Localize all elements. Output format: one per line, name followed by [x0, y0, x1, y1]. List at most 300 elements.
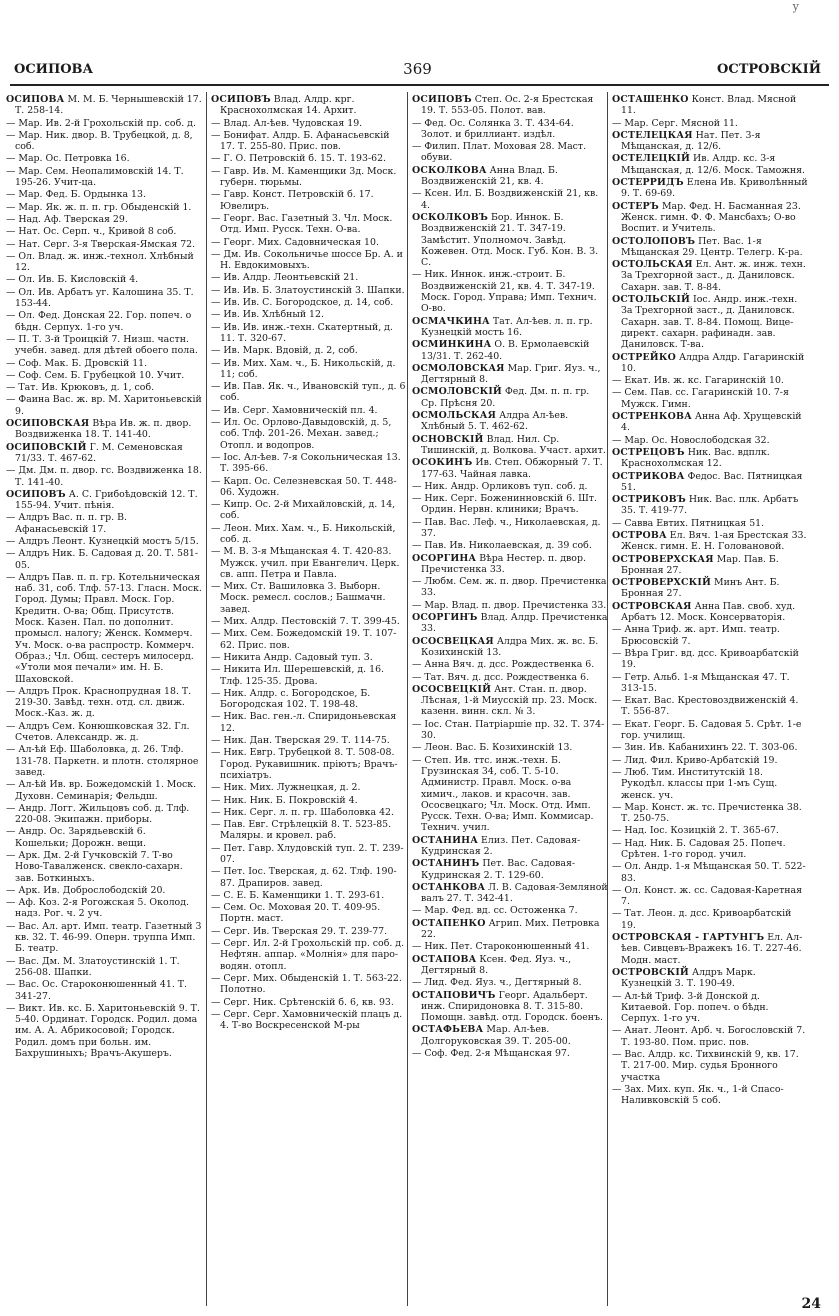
entry-surname: ОСТЕРРИДЪ [612, 177, 684, 189]
directory-entry [612, 991, 808, 1025]
entry-surname: ОСМОЛОВСКІЙ [412, 386, 502, 398]
directory-entry [6, 274, 202, 285]
directory-entry [612, 494, 808, 517]
directory-entry [612, 375, 808, 386]
directory-entry [211, 664, 407, 687]
entry-text: Алдръ Вас. п. п. гр. В. Афанасьевскій 17. [15, 512, 127, 535]
entry-text: Гавр. Ив. М. Каменщики 3д. Моск. губерн. тюрьмы. [220, 165, 397, 189]
header-right-word: ОСТРОВСКІЙ [717, 62, 821, 77]
entry-text: Вѣра Григ. вд. дсс. Кривоарбатскій 19. [621, 647, 799, 671]
entry-text: Пет. Вас. 1-я Мѣщанская 29. Центр. Телегр. К-ра. [621, 235, 803, 258]
entry-text: Влад. Нил. Ср. Тишинскій, д. Волкова. Участ. архит. [421, 433, 606, 456]
entry-text: Ив. Ив. инж.-техн. Скатертный, д. 11. Т. 320-67. [220, 321, 393, 344]
entry-text: Дм. Дм. п. двор. гс. Воздвиженка 18. Т. 141-40. [15, 465, 202, 488]
entry-text: Георг. Вас. Газетный 3. Чл. Моск. Отд. Имп. Русск. Техн. О-ва. [220, 212, 393, 236]
entry-text: Ив. Ив. Хлѣбный 12. [223, 309, 324, 321]
entry-text: Екат. Вас. Крестовоздвиженскій 4. Т. 556-87. [621, 695, 799, 718]
directory-entry [412, 94, 608, 117]
entry-surname: ОСТАПОВИЧЪ [412, 989, 496, 1001]
directory-entry [412, 118, 608, 141]
entry-text: Ол. Андр. 1-я Мѣщанская 50. Т. 522-83. [621, 861, 806, 884]
directory-entry [211, 476, 407, 499]
directory-entry [6, 536, 202, 547]
entry-text: Минъ Ант. Б. Бронная 27. [621, 577, 780, 600]
directory-entry [412, 882, 608, 905]
entry-surname: ОСТРЕНКОВА [612, 411, 692, 423]
entry-text: Пав. Евг. Стрѣлецкій 8. Т. 523-85. Маляры. и кровел. раб. [220, 819, 392, 842]
directory-entry [412, 977, 608, 988]
directory-entry [211, 843, 407, 866]
directory-entry [6, 418, 202, 441]
directory-entry [412, 188, 608, 211]
entry-surname: ОСОРГИНЪ [412, 612, 478, 624]
entry-text: Соф. Сем. Б. Грубецкой 10. Учит. [18, 369, 185, 381]
entry-text: Вѣра Ив. ж. п. двор. Воздвиженка 18. Т. 141-40. [15, 418, 192, 441]
entry-text: М. В. 3-я Мѣщанская 4. Т. 420-83. Мужск. учил. при Евангелич. Церк. св. апп. Петра и Павла. [220, 546, 400, 580]
directory-entry [211, 130, 407, 153]
entry-text: Ник. Серг. л. п. гр. Шаболовка 42. [223, 806, 394, 818]
entry-text: Іос. Ал-ѣев. 7-я Сокольническая 13. Т. 395-66. [220, 451, 401, 475]
directory-entry [412, 941, 608, 952]
entry-text: Тат. Леон. д. дсс. Кривоарбатскій 19. [621, 908, 792, 931]
directory-column-2 [211, 94, 407, 1302]
entry-surname: ОСОКИНЪ [412, 457, 473, 469]
entry-text: Вѣра Нестер. п. двор. Пречистенка 33. [421, 552, 586, 575]
entry-text: Алдра Ал-ѣев. Хлѣбный 5. Т. 462-62. [421, 410, 569, 433]
entry-text: Алдра Мих. ж. вс. Б. Козихинскій 13. [421, 635, 599, 658]
entry-surname: ОСМОЛОВСКАЯ [412, 362, 505, 374]
entry-text: Ник. Дан. Тверская 29. Т. 114-75. [223, 735, 390, 747]
entry-text: Ал-ѣй Триф. 3-й Донской д. Китаевой. Гор. попеч. о бѣдн. Серпух. 1-го уч. [621, 990, 769, 1025]
directory-entry [211, 499, 407, 522]
entry-text: Лид. Фил. Криво-Арбатскій 19. [624, 754, 778, 766]
directory-entry [211, 523, 407, 546]
entry-text: Мар. Григ. Яуз. ч., Дегтярный 8. [421, 362, 601, 386]
directory-entry [211, 166, 407, 189]
directory-entry [412, 990, 608, 1024]
directory-entry [211, 452, 407, 475]
directory-entry [612, 624, 808, 647]
directory-entry [6, 334, 202, 357]
directory-entry [412, 553, 608, 576]
entry-surname: ОСТРИКОВЪ [612, 494, 686, 506]
directory-entry [612, 695, 808, 718]
directory-entry [612, 130, 808, 153]
directory-entry [412, 212, 608, 268]
entry-text: Андр. Логг. Жильцовъ соб. д. Тлф. 220-08. Экипажн. приборы. [15, 802, 190, 826]
entry-surname: ОСТРОВСКАЯ [612, 600, 692, 612]
directory-entry [612, 672, 808, 695]
directory-entry [6, 239, 202, 250]
directory-column-4 [612, 94, 808, 1302]
directory-entry [6, 358, 202, 369]
directory-entry [211, 711, 407, 734]
directory-entry [211, 417, 407, 451]
entry-text: Конст. Влад. Мясной 11. [621, 94, 797, 117]
directory-entry [612, 447, 808, 470]
directory-entry [612, 518, 808, 529]
entry-text: Тат. Вяч. д. дсс. Рождественка 6. [424, 671, 590, 683]
directory-entry [6, 489, 202, 512]
entry-text: Мар. Влад. п. двор. Пречистенка 33. [424, 599, 607, 611]
directory-entry [6, 686, 202, 720]
entry-surname: ОСИПОВСКАЯ [6, 418, 90, 430]
entry-text: Ол. Конст. ж. сс. Садовая-Каретная 7. [621, 884, 803, 908]
directory-entry [211, 890, 407, 901]
entry-text: Леон. Мих. Хам. ч., Б. Никольскій, соб. д. [220, 522, 396, 545]
entry-text: М. М. Б. Чернышевскій 17. Т. 258-14. [15, 94, 202, 117]
entry-text: Бор. Иннок. Б. Воздвиженскій 21. Т. 347-19. Замѣстит. Уполномоч. Завѣд. Кожевен. Отд. Моск. Губ. Кон. В. З. С. [421, 211, 599, 269]
entry-text: Ник. Евгр. Трубецкой 8. Т. 508-08. Город. Рукавишник. пріютъ; Врачъ-психіатръ. [220, 747, 398, 781]
entry-surname: ОСНОВСКІЙ [412, 433, 484, 445]
entry-text: Агрип. Мих. Петровка 22. [421, 917, 600, 941]
directory-entry [6, 885, 202, 896]
entry-text: Ксен. Фед. Яуз. ч., Дегтярный 8. [421, 953, 572, 976]
directory-entry [412, 576, 608, 599]
entry-surname: ОСТЕЛЕЦКІЙ [612, 153, 691, 165]
entry-text: Гетр. Альб. 1-я Мѣщанская 47. Т. 313-15. [621, 671, 790, 694]
directory-entry [211, 546, 407, 580]
directory-entry [211, 309, 407, 320]
entry-text: Ксен. Ил. Б. Воздвиженскій 21, кв. 4. [421, 188, 599, 211]
entry-text: Мар. Як. ж. п. п. гр. Обыденскій 1. [18, 201, 192, 213]
directory-entry [612, 767, 808, 801]
entry-surname: ОСИПОВА [6, 94, 65, 105]
directory-entry [6, 166, 202, 189]
entry-text: Мар. Фед. вд. сс. Остоженка 7. [424, 905, 578, 917]
directory-entry [6, 979, 202, 1002]
directory-entry [6, 465, 202, 488]
entry-text: Ив. Ив. С. Богородское, д. 14, соб. [223, 297, 394, 309]
directory-entry [211, 997, 407, 1008]
entry-surname: ОСТРОВСКІЙ [612, 966, 689, 978]
directory-entry [211, 926, 407, 937]
entry-surname: ОСТОЛОПОВЪ [612, 235, 696, 247]
directory-entry [6, 721, 202, 744]
directory-entry [211, 285, 407, 296]
entry-text: Анна Влад. Б. Воздвиженскій 21, кв. 4. [421, 164, 558, 188]
directory-entry [6, 370, 202, 381]
entry-text: Ал-ѣй Еф. Шаболовка, д. 26. Тлф. 131-78. Паркетн. и плотн. столярное завед. [15, 744, 199, 778]
entry-text: Леон. Вас. Б. Козихинскій 13. [424, 742, 573, 754]
directory-entry [6, 153, 202, 164]
entry-text: Пет. Вас. Садовая-Кудринская 2. Т. 129-60. [421, 858, 576, 881]
directory-entry [211, 153, 407, 164]
entry-text: Ник. Ник. Б. Покровскій 4. [223, 794, 358, 806]
directory-entry [6, 130, 202, 153]
entry-text: Мар. Сем. Неопалимовскій 14. Т. 195-26. Учит-ца. [15, 165, 184, 189]
directory-entry [211, 866, 407, 889]
entry-text: Ив. Серг. Хамовническій пл. 4. [223, 404, 378, 416]
entry-text: Мар. Ос. Петровка 16. [18, 153, 130, 165]
directory-entry [211, 118, 407, 129]
entry-text: Ник. Серг. Боженинновскій 6. Шт. Ордин. Нервн. клиники; Врачъ. [421, 493, 597, 516]
entry-surname: ОСОСВЕЦКІЙ [412, 683, 492, 695]
entry-text: Георг. Адальберт. инж. Спиридоновка 8. Т. 315-80. Помощн. завѣд. отд. Городск. боенъ. [421, 989, 603, 1024]
entry-text: Ник. Пет. Староконюшенный 41. [424, 941, 590, 953]
entry-text: Мар. Фед. Б. Ордынка 13. [18, 189, 146, 201]
entry-text: Влад. Ал-ѣев. Чудовская 19. [223, 117, 363, 129]
directory-entry [412, 659, 608, 670]
entry-text: Анна Пав. своб. худ. Арбатъ 12. Моск. Консерваторія. [621, 600, 796, 624]
entry-surname: ОСТРЕЦОВЪ [612, 446, 685, 458]
entry-text: Вас. Ал. арт. Имп. театр. Газетный 3 кв. 32. Т. 46-99. Оперн. труппа Имп. Б. театр. [15, 920, 202, 955]
entry-text: Андр. Ос. Зарядьевскій 6. Кошельки; Дорожн. вещи. [15, 826, 146, 849]
entry-text: Фед. Дм. п. п. гр. Ср. Прѣсня 20. [421, 386, 590, 409]
entry-text: Карп. Ос. Селезневская 50. Т. 448-06. Художн. [220, 475, 397, 498]
entry-text: Ал-ѣй Ив. вр. Божедомскій 1. Моск. Духовн. Семинарія; Фельдш. [15, 779, 197, 802]
entry-text: Ел. Ал-ѣев. Сивцевъ-Вражекъ 16. Т. 227-46. Модн. маст. [621, 932, 803, 966]
entry-text: Мар. Ос. Новослободская 32. [624, 434, 770, 446]
directory-entry [612, 825, 808, 836]
directory-entry [211, 189, 407, 212]
entry-surname: ОСТОЛЬСКАЯ [612, 259, 693, 271]
entry-text: Тат. Ив. Крюковъ, д. 1, соб. [18, 382, 155, 394]
entry-text: Фаина Вас. ж. вр. М. Харитоньевскій 9. [15, 394, 202, 417]
entry-text: Мар. Ал-ѣев. Долгоруковская 39. Т. 205-00. [421, 1024, 571, 1047]
entry-text: Ник. Вас. вдплк. Краснохолмская 12. [621, 446, 770, 470]
entry-surname: ОСОСВЕЦКАЯ [412, 635, 494, 647]
directory-entry [612, 755, 808, 766]
directory-entry [412, 918, 608, 941]
directory-entry [612, 601, 808, 624]
directory-entry [412, 363, 608, 386]
entry-text: Тат. Ал-ѣев. л. п. гр. Кузнецкій мостъ 16. [421, 315, 593, 338]
directory-entry [211, 297, 407, 308]
entry-text: Ол. Влад. ж. инж.-технол. Хлѣбный 12. [15, 250, 194, 274]
directory-entry [612, 885, 808, 908]
directory-entry [6, 956, 202, 979]
entry-text: Серг. Ив. Тверская 29. Т. 239-77. [223, 925, 388, 937]
entry-surname: ОСТРОВСКАЯ - ГАРТУНГЪ [612, 932, 765, 944]
directory-entry [412, 410, 608, 433]
directory-entry [412, 719, 608, 742]
entry-text: Елена Ив. Криволѣнный 9. Т. 69-69. [621, 177, 808, 200]
entry-text: Влад. Алдр. Пречистенка 33. [421, 612, 608, 635]
entry-text: Кипр. Ос. 2-й Михайловскій, д. 14, соб. [220, 499, 396, 522]
entry-text: Дм. Ив. Сокольничье шоссе Бр. А. и Н. Евдокимовыхъ. [220, 248, 403, 272]
directory-entry [211, 628, 407, 651]
directory-entry [6, 921, 202, 955]
directory-entry [211, 652, 407, 663]
entry-text: Елиз. Пет. Садовая-Кудринская 2. [421, 834, 581, 857]
directory-entry [6, 803, 202, 826]
directory-entry [412, 1024, 608, 1047]
directory-entry [6, 310, 202, 333]
entry-text: Зах. Мих. куп. Як. ч., 1-й Спасо-Наливковскій 5 соб. [621, 1083, 784, 1107]
directory-entry [412, 493, 608, 516]
entry-surname: ОСИПОВЪ [211, 94, 271, 105]
footer-signature-number: 24 [801, 1296, 821, 1312]
entry-text: Вас. Алдр. кс. Тихвинскій 9, кв. 17. Т. 217-00. Мир. судья Бронного участка [621, 1049, 799, 1083]
entry-text: Іос. Андр. инж.-техн. За Трехгорной заст., д. Даниловск. Сахарн. зав. Т. 8-84. Помощ. Вице-директ. сахарн. рафинадн. зав. Даниловск. Т-ва. [621, 294, 798, 351]
entry-text: Арк. Дм. 2-й Гучковскій 7. Т-во Ново-Тавалженск. свекло-сахарн. зав. Боткиныхъ. [15, 850, 183, 884]
page-number: 369 [403, 60, 432, 78]
entry-text: Соф. Мак. Б. Дровскій 11. [18, 357, 148, 369]
entry-text: Зин. Ив. Кабанихинъ 22. Т. 303-06. [624, 742, 798, 754]
directory-entry [612, 177, 808, 200]
entry-text: Федос. Вас. Пятницкая 51. [621, 470, 803, 493]
directory-entry [211, 581, 407, 615]
entry-surname: ОСТАФЬЕВА [412, 1024, 484, 1036]
directory-entry [612, 554, 808, 577]
entry-text: Серг. Мих. Обыденскій 1. Т. 563-22. Полотно. [220, 972, 402, 996]
entry-text: Алдръ Леонт. Кузнецкій мостъ 5/15. [18, 535, 199, 547]
directory-entry [211, 795, 407, 806]
directory-entry [412, 858, 608, 881]
entry-text: Серг. Ник. Срѣтенскій б. 6, кв. 93. [223, 996, 394, 1008]
directory-entry [6, 214, 202, 225]
directory-entry [6, 287, 202, 310]
directory-entry [6, 826, 202, 849]
entry-text: Над. Іос. Козицкій 2. Т. 365-67. [624, 825, 779, 837]
entry-text: О. В. Ермолаевскій 13/31. Т. 262-40. [421, 339, 590, 362]
entry-text: Мих. Ст. Вашиловка 3. Выборн. Моск. ремесл. сослов.; Башмачн. завед. [220, 581, 386, 615]
directory-entry [412, 386, 608, 409]
directory-entry [412, 612, 608, 635]
entry-surname: ОСТАПОВА [412, 953, 477, 965]
entry-text: Анна Триф. ж. арт. Имп. театр. Брюсовскій 7. [621, 624, 780, 647]
entry-text: Алдръ Марк. Кузнецкій 3. Т. 190-49. [621, 966, 756, 990]
directory-entry [612, 387, 808, 410]
entry-text: Лид. Фед. Яуз. ч., Дегтярный 8. [424, 977, 582, 989]
top-mark: у [792, 0, 799, 13]
directory-entry [412, 457, 608, 480]
entry-text: Мар. Ник. двор. В. Трубецкой, д. 8, соб. [15, 129, 193, 153]
entry-text: Вас. Дм. М. Златоустинскій 1. Т. 256-08. Шапки. [15, 955, 180, 978]
directory-entry [612, 153, 808, 176]
entry-surname: ОСТОЛЬСКІЙ [612, 294, 691, 306]
directory-entry [612, 719, 808, 742]
entry-text: Арк. Ив. Доброслободскій 20. [18, 884, 166, 896]
directory-entry [612, 471, 808, 494]
entry-text: Серг. Ил. 2-й Грохольскій пр. соб. д. Нефтян. аппар. «Молнія» для паро-водян. отопл. [220, 938, 405, 972]
directory-entry [211, 94, 407, 117]
entry-surname: ОСТРОВЕРХСКАЯ [612, 553, 714, 565]
entry-text: Мар. Пав. Б. Бронная 27. [621, 553, 779, 576]
directory-entry [211, 616, 407, 627]
entry-text: Пав. Вас. Леф. ч., Николаевская, д. 37. [421, 516, 601, 539]
entry-text: Ив. Алдр. Леонтьевскій 21. [223, 272, 359, 284]
directory-entry [412, 835, 608, 858]
directory-entry [412, 434, 608, 457]
entry-text: Мар. Фед. Н. Басманная 23. Женск. гимн. Ф. Ф. Мансбахъ; О-во Воспит. и Учитель. [621, 200, 801, 235]
entry-text: Степ. Ос. 2-я Брестская 19. Т. 553-05. Полот. вав. [421, 94, 594, 117]
directory-entry [211, 381, 407, 404]
directory-column-1 [6, 94, 202, 1302]
entry-surname: ОСТРОВЕРХСКІЙ [612, 577, 712, 589]
entry-text: Ник. Иннок. инж.-строит. Б. Воздвиженскій 21, кв. 4. Т. 347-19. Моск. Город. Управа; Имп. Технич. О-во. [421, 269, 597, 315]
directory-entry [412, 742, 608, 753]
entry-text: Над. Аф. Тверская 29. [18, 213, 128, 225]
entry-surname: ОСТРЕЙКО [612, 351, 676, 363]
directory-entry [211, 747, 407, 781]
entry-text: Анна Аф. Хрущевскій 4. [621, 411, 802, 434]
entry-surname: ОСТРОВА [612, 529, 667, 541]
entry-text: Ив. Пав. Як. ч., Ивановскій туп., д. 6 соб. [220, 381, 406, 404]
entry-text: Г. О. Петровскій б. 15. Т. 193-62. [223, 153, 387, 165]
entry-text: Мар. Серг. Мясной 11. [624, 117, 738, 129]
entry-surname: ОСТАНКОВА [412, 881, 486, 893]
directory-entry [412, 517, 608, 540]
entry-text: Влад. Алдр. крг. Краснохолмская 14. Архит. [220, 94, 357, 117]
directory-entry [6, 394, 202, 417]
directory-entry [612, 352, 808, 375]
entry-text: Г. М. Семеновская 71/33. Т. 467-62. [15, 441, 183, 464]
entry-text: Ник. Вас. плк. Арбатъ 35. Т. 419-77. [621, 494, 799, 517]
directory-entry [612, 1049, 808, 1083]
entry-text: Гавр. Конст. Петровскій б. 17. Ювелиръ. [220, 189, 374, 212]
directory-entry [612, 294, 808, 350]
directory-entry [612, 577, 808, 600]
directory-entry [412, 636, 608, 659]
directory-entry [6, 512, 202, 535]
directory-entry [612, 94, 808, 117]
entry-text: Ол. Ив. Арбатъ уг. Калошина 35. Т. 153-44. [15, 286, 194, 310]
entry-text: Георг. Мих. Садовническая 10. [223, 236, 379, 248]
entry-text: Алдръ Прок. Краснопрудная 18. Т. 219-30. Завѣд. техн. отд. сл. движ. Моск.-Каз. ж. д. [15, 685, 192, 720]
header-left-word: ОСИПОВА [14, 62, 94, 77]
entry-text: Соф. Фед. 2-я Мѣщанская 97. [424, 1048, 570, 1060]
entry-text: Ел. Вяч. 1-ая Брестская 33. Женск. гимн. Е. Н. Головановой. [621, 529, 807, 553]
directory-entry [6, 382, 202, 393]
entry-text: Никита Андр. Садовый туп. 3. [223, 651, 373, 663]
directory-entry [612, 201, 808, 235]
entry-surname: ОСИПОВЪ [412, 94, 472, 105]
directory-entry [211, 735, 407, 746]
directory-entry [612, 118, 808, 129]
entry-text: П. Т. 3-й Троицкій 7. Низш. частн. учебн. завед. для дѣтей обоего пола. [15, 333, 198, 357]
entry-surname: ОСТЕЛЕЦКАЯ [612, 129, 693, 141]
entry-text: Пет. Гавр. Хлудовскій туп. 2. Т. 239-07. [220, 842, 404, 865]
entry-surname: ОСМОЛЬСКАЯ [412, 410, 497, 422]
directory-entry [6, 118, 202, 129]
directory-entry [211, 237, 407, 248]
running-header [14, 62, 821, 82]
entry-text: Сем. Ос. Моховая 20. Т. 409-95. Портн. маст. [220, 902, 381, 925]
directory-entry [612, 435, 808, 446]
directory-entry [6, 442, 202, 465]
entry-text: Анат. Леонт. Арб. ч. Богословскій 7. Т. 193-80. Пом. прис. пов. [621, 1025, 806, 1048]
directory-entry [612, 742, 808, 753]
directory-entry [612, 967, 808, 990]
entry-text: Ник. Мих. Лужнецкая, д. 2. [223, 782, 361, 794]
entry-text: Ив. Марк. Вдовій, д. 2, соб. [223, 345, 358, 357]
directory-entry [612, 861, 808, 884]
header-rule [10, 84, 829, 86]
entry-text: Алдра Алдр. Гагаринскій 10. [621, 351, 805, 374]
entry-surname: ОСТАНИНА [412, 834, 479, 846]
entry-text: Ел. Ант. ж. инж. техн. За Трехгорной заст., д. Даниловск. Сахарн. зав. Т. 8-84. [621, 259, 806, 293]
directory-entry [612, 1025, 808, 1048]
directory-entry [211, 807, 407, 818]
directory-entry [612, 236, 808, 259]
directory-entry [6, 189, 202, 200]
entry-text: Ив. Ив. Б. Златоустинскій 3. Шапки. [223, 284, 405, 296]
entry-text: Екат. Ив. ж. кс. Гагаринскій 10. [624, 375, 784, 387]
directory-entry [211, 358, 407, 381]
directory-entry [211, 902, 407, 925]
entry-text: Алдръ Ник. Б. Садовая д. 20. Т. 581-05. [15, 548, 199, 571]
entry-surname: ОСТЕРЪ [612, 200, 659, 212]
directory-entry [612, 932, 808, 966]
entry-text: Ив. Алдр. кс. 3-я Мѣщанская, д. 12/6. Моск. Таможня. [621, 153, 805, 176]
entry-surname: ОСОРГИНА [412, 552, 477, 564]
column-divider [206, 92, 207, 1306]
entry-text: Степ. Ив. ттс. инж.-техн. Б. Грузинская 34, соб. Т. 5-10. Администр. Правл. Моск. о-ва химич., лаков. и красочн. зав. Ососвецкаго; Чл. Моск. Отд. Имп. Русск. Техн. О-ва; Имп. Коммисар. Технич. учил. [421, 754, 594, 834]
directory-entry [412, 339, 608, 362]
entry-text: Алдръ Сем. Конюшковская 32. Гл. Счетов. Александр. ж. д. [15, 720, 190, 744]
